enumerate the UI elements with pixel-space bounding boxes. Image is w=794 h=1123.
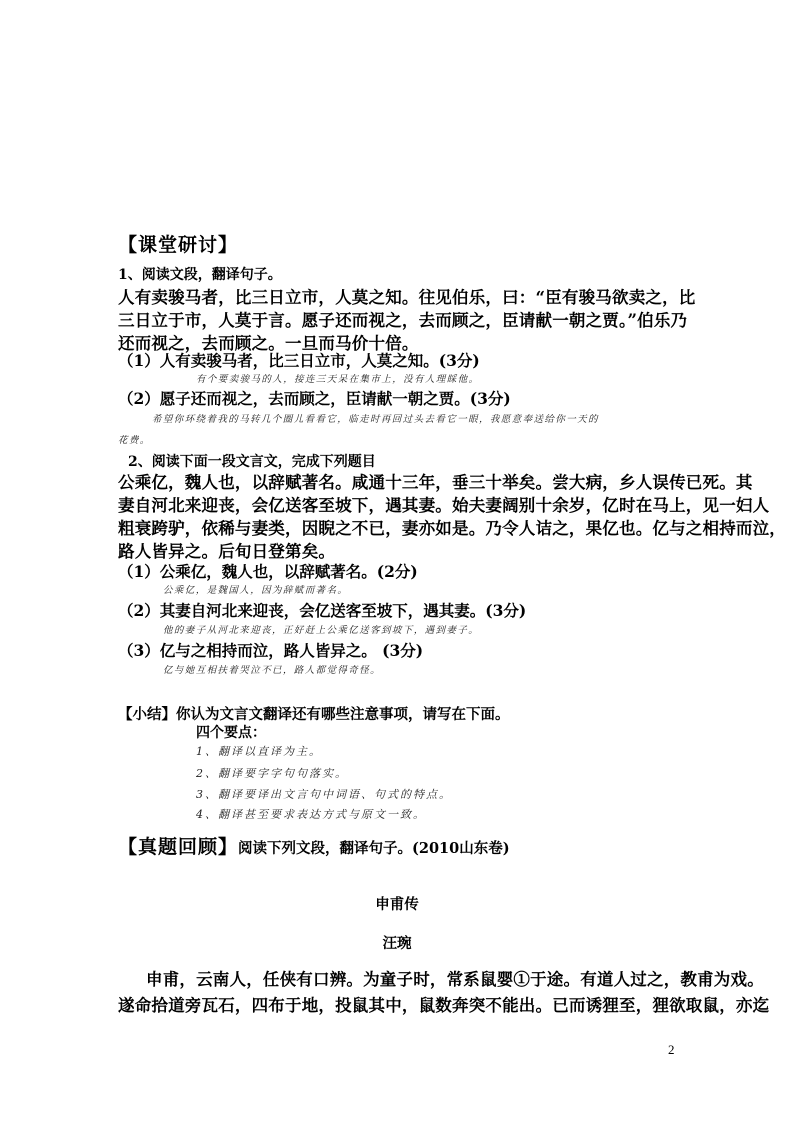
- section-heading-classroom: 【课堂研讨】: [118, 234, 239, 256]
- passage-1-line-3: 还而视之，去而顾之。一旦而马价十倍。: [118, 334, 419, 353]
- summary-point-2: 2、翻译要字字句句落实。: [196, 767, 348, 780]
- summary-subtitle: 四个要点：: [196, 725, 266, 741]
- question-2-title: 2、阅读下面一段文言文，完成下列题目: [128, 454, 376, 470]
- passage-2-line-4: 路人皆异之。后旬日登第矣。: [118, 542, 336, 561]
- summary-prompt: 【小结】你认为文言文翻译还有哪些注意事项，请写在下面。: [118, 706, 510, 723]
- question-2-item-3: （3）亿与之相持而泣，路人皆异之。 (3分): [118, 641, 424, 660]
- answer-1-2-line-2: 花费。: [118, 435, 151, 446]
- question-1-item-2: （2）愿子还而视之，去而顾之，臣请献一朝之贾。(3分): [118, 389, 511, 408]
- summary-point-4: 4、翻译甚至要求表达方式与原文一致。: [196, 808, 426, 821]
- question-2-item-1: （1）公乘亿，魏人也，以辞赋著名。(2分): [118, 562, 418, 581]
- passage-author: 汪琬: [382, 935, 412, 952]
- passage-2-line-3: 粗衰跨驴，依稀与妻类，因睨之不已，妻亦如是。乃令人诘之，果亿也。亿与之相持而泣，: [118, 519, 786, 538]
- section-heading-past-exam: 【真题回顾】: [118, 836, 239, 858]
- answer-2-1: 公乘亿，是魏国人，因为辞赋而著名。: [163, 585, 349, 596]
- passage-1-line-2: 三日立于市，人莫于言。愿子还而视之，去而顾之，臣请献一朝之贾。”伯乐乃: [118, 311, 688, 330]
- exam-passage-line-1: 申甫，云南人，任侠有口辨。为童子时，常系鼠婴①于途。有道人过之，教甫为戏。: [146, 970, 764, 989]
- passage-1-line-1: 人有卖骏马者，比三日立市，人莫之知。往见伯乐，曰：“臣有骏马欲卖之，比: [118, 288, 696, 307]
- answer-2-3: 亿与她互相扶着哭泣不已，路人都觉得奇怪。: [163, 665, 382, 676]
- section-heading-past-exam-row: [118, 832, 510, 859]
- section-heading-past-exam-instruction: 阅读下列文段，翻译句子。(2010山东卷): [238, 840, 510, 857]
- answer-1-1: 有个要卖骏马的人，接连三天呆在集市上，没有人理睬他。: [196, 374, 480, 385]
- exam-passage-line-2: 遂命拾道旁瓦石，四布于地，投鼠其中，鼠数奔突不能出。已而诱狸至，狸欲取鼠，亦迄: [118, 996, 770, 1015]
- summary-point-3: 3、翻译要译出文言句中词语、句式的特点。: [196, 788, 452, 801]
- page-number: 2: [668, 1042, 675, 1057]
- summary-point-1: 1、翻译以直译为主。: [196, 745, 322, 758]
- answer-2-2: 他的妻子从河北来迎丧，正好赶上公乘亿送客到坡下，遇到妻子。: [163, 625, 480, 636]
- passage-2-line-1: 公乘亿，魏人也，以辞赋著名。咸通十三年，垂三十举矣。尝大病，乡人误传已死。其: [118, 473, 753, 492]
- answer-1-2-line-1: 希望你环绕着我的马转几个圈儿看看它，临走时再回过头去看它一眼，我愿意奉送给你一天的: [152, 414, 599, 425]
- question-1-title: 1、阅读文段，翻译句子。: [118, 267, 282, 283]
- question-1-item-1: （1）人有卖骏马者，比三日立市，人莫之知。(3分): [118, 351, 480, 370]
- question-2-item-2: （2）其妻自河北来迎丧，会亿送客至坡下，遇其妻。(3分): [118, 601, 527, 620]
- passage-2-line-2: 妻自河北来迎丧，会亿送客至坡下，遇其妻。始夫妻阔别十余岁，亿时在马上，见一妇人: [118, 496, 770, 515]
- passage-title: 申甫传: [375, 896, 419, 913]
